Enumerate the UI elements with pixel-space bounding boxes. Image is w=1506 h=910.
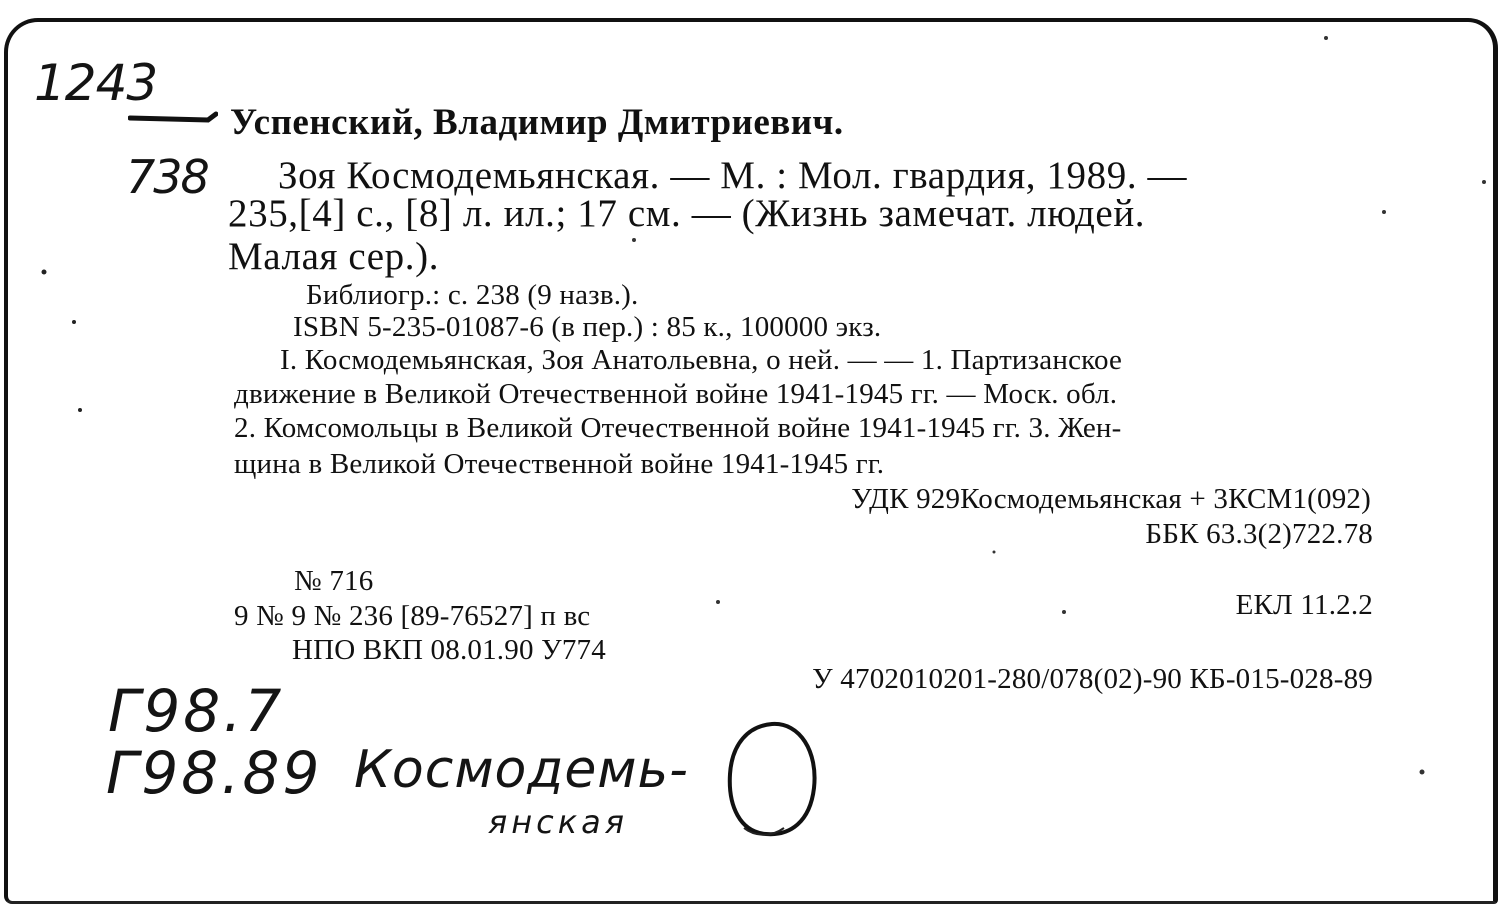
handwritten-classification: Г98.89 bbox=[106, 739, 323, 807]
handwritten-classification: Г98.7 bbox=[108, 677, 285, 745]
bibliography-note: Библиогр.: с. 238 (9 назв.). bbox=[306, 279, 639, 311]
title-line: Малая сер.). bbox=[228, 235, 440, 278]
card-number: № 716 bbox=[294, 565, 374, 597]
title-line: 235,[4] с., [8] л. ил.; 17 см. — (Жизнь замечат. людей. bbox=[228, 192, 1146, 235]
publication-code: У 4702010201-280/078(02)-90 КБ-015-028-89 bbox=[812, 663, 1373, 695]
handwritten-name: янская bbox=[488, 803, 628, 841]
udk-classification: УДК 929Космодемьянская + 3КСМ1(092) bbox=[851, 483, 1371, 515]
bbk-classification: ББК 63.3(2)722.78 bbox=[1145, 518, 1373, 550]
title-line: Зоя Космодемьянская. — М. : Мол. гвардия, 1989. — bbox=[278, 154, 1188, 197]
isbn-note: ISBN 5-235-01087-6 (в пер.) : 85 к., 100000 экз. bbox=[293, 311, 882, 343]
subject-line: щина в Великой Отечественной войне 1941-1945 гг. bbox=[234, 448, 885, 480]
handwritten-card-number: 1243 bbox=[34, 54, 158, 112]
handwritten-shelf-number: 738 bbox=[126, 150, 208, 204]
subject-line: 2. Комсомольцы в Великой Отечественной войне 1941-1945 гг. 3. Жен- bbox=[234, 412, 1122, 444]
subject-line: I. Космодемьянская, Зоя Анатольевна, о ней. — — 1. Партизанское bbox=[280, 344, 1123, 376]
print-info: 9 № 9 № 236 [89-76527] п вс bbox=[234, 600, 591, 632]
ekl-code: ЕКЛ 11.2.2 bbox=[1235, 589, 1373, 621]
subject-line: движение в Великой Отечественной войне 1941-1945 гг. — Моск. обл. bbox=[234, 378, 1118, 410]
author-heading: Успенский, Владимир Дмитриевич. bbox=[230, 102, 844, 143]
punch-hole-circle-icon bbox=[714, 710, 824, 850]
catalog-card bbox=[4, 18, 1498, 904]
handwritten-name: Космодемь- bbox=[354, 740, 689, 800]
npo-info: НПО ВКП 08.01.90 У774 bbox=[292, 634, 606, 666]
